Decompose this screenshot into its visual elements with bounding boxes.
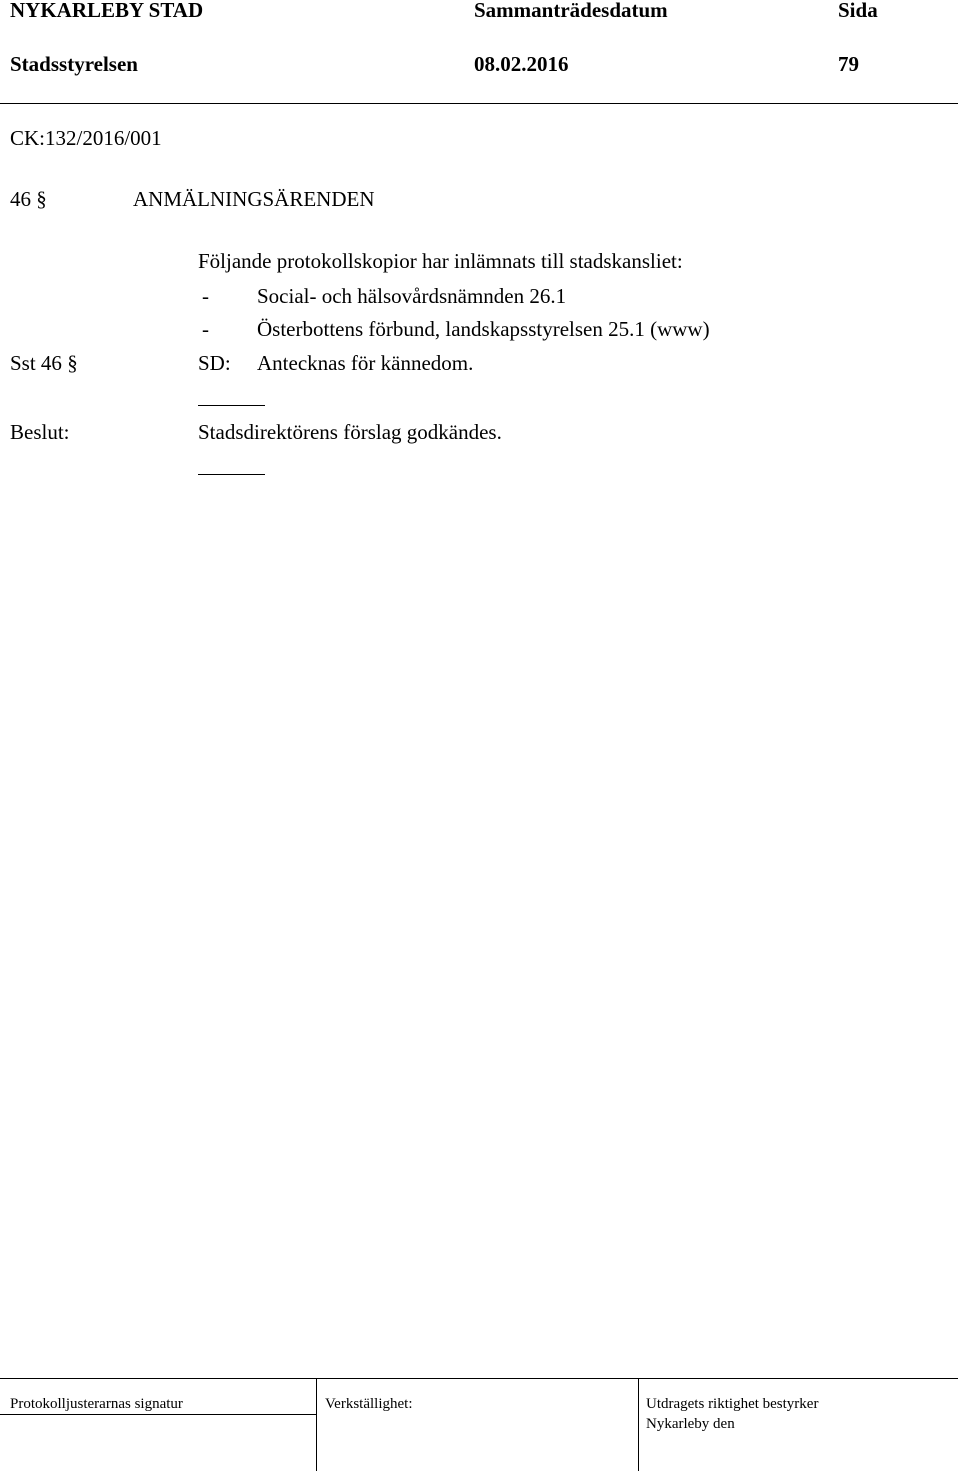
case-reference: CK:132/2016/001	[10, 126, 162, 150]
section-number: 46 §	[10, 187, 47, 211]
body-name: Stadsstyrelsen	[10, 52, 138, 76]
list-item: Österbottens förbund, landskapsstyrelsen 25.1 (www)	[257, 317, 710, 341]
separator-line	[198, 405, 265, 406]
separator-line	[198, 474, 265, 475]
meeting-date: 08.02.2016	[474, 52, 569, 76]
page-number: 79	[838, 52, 859, 76]
sst-label: Sst 46 §	[10, 351, 78, 375]
section-title: ANMÄLNINGSÄRENDEN	[133, 187, 375, 211]
footer-divider	[638, 1378, 639, 1471]
decision-label: Beslut:	[10, 420, 70, 444]
decision-text: Stadsdirektörens förslag godkändes.	[198, 420, 502, 444]
footer-top-border	[0, 1378, 958, 1379]
list-item-dash: -	[202, 317, 209, 341]
footer-certification-label: Utdragets riktighet bestyrker	[646, 1396, 819, 1412]
sd-label: SD:	[198, 351, 231, 375]
section-sign: §	[36, 187, 47, 211]
footer-place-date-label: Nykarleby den	[646, 1416, 735, 1432]
footer-divider	[316, 1378, 317, 1471]
page-label: Sida	[838, 0, 878, 22]
list-item: Social- och hälsovårdsnämnden 26.1	[257, 284, 567, 308]
organization-name: NYKARLEBY STAD	[10, 0, 204, 22]
meeting-date-label: Sammanträdesdatum	[474, 0, 668, 22]
intro-text: Följande protokollskopior har inlämnats till stadskansliet:	[198, 249, 683, 273]
footer-signature-label: Protokolljusterarnas signatur	[10, 1396, 183, 1412]
footer-execution-label: Verkställighet:	[325, 1396, 413, 1412]
signature-line	[0, 1414, 316, 1415]
header-divider	[0, 103, 958, 104]
sd-text: Antecknas för kännedom.	[257, 351, 474, 375]
section-sign: §	[67, 351, 78, 375]
list-item-dash: -	[202, 284, 209, 308]
